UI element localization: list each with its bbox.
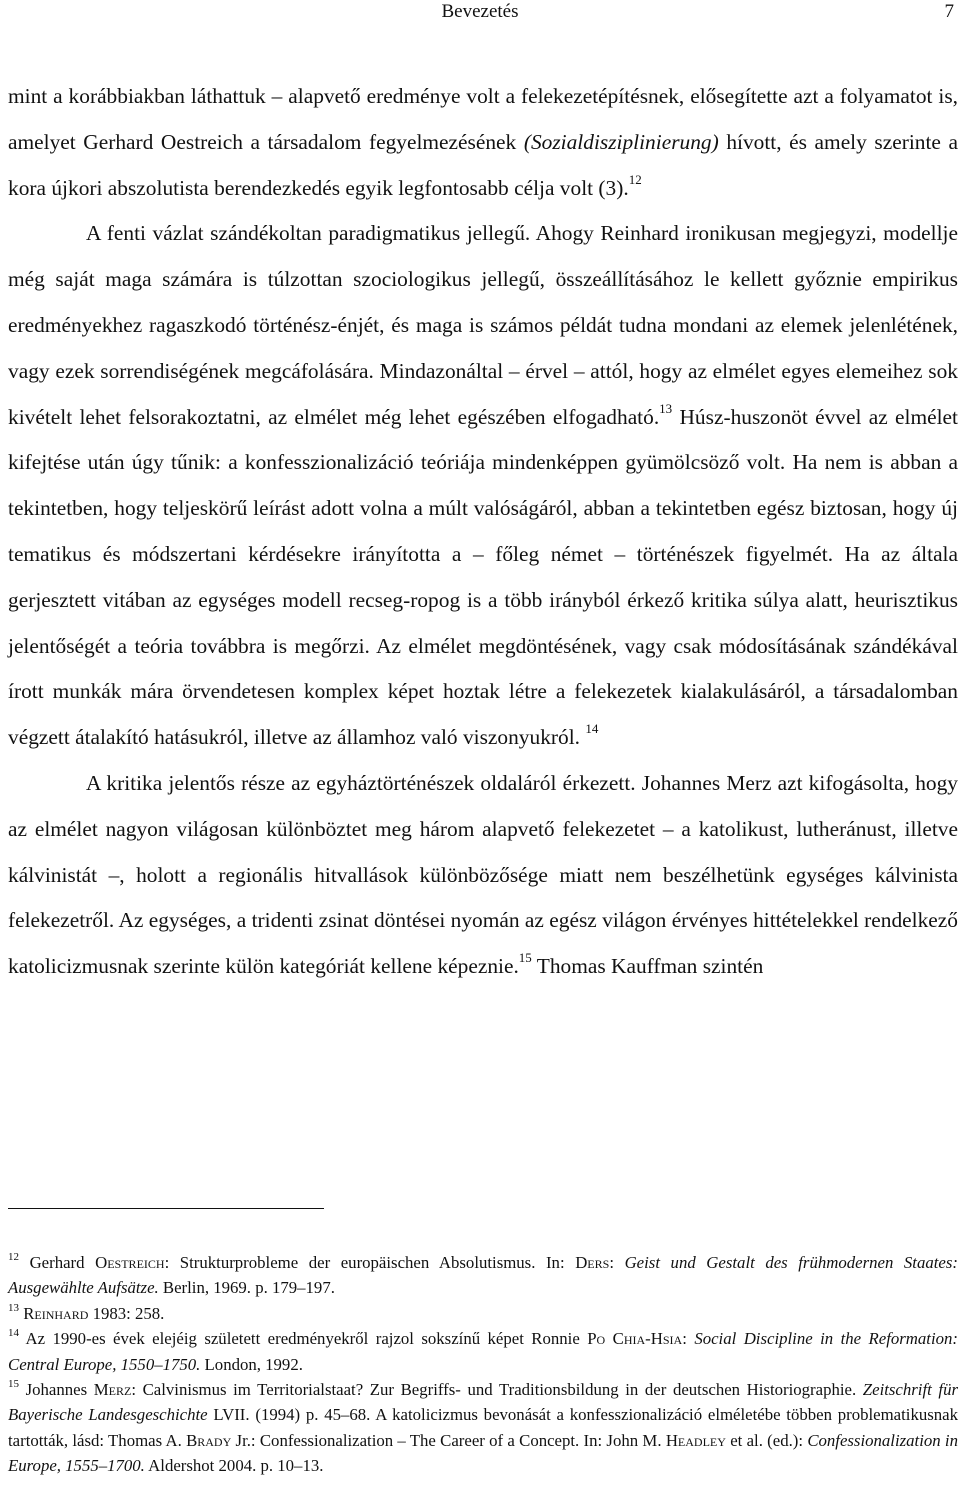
- text-run: et al. (ed.):: [725, 1430, 808, 1450]
- text-run: A fenti vázlat szándékoltan paradigmatikus jellegű. Ahogy Reinhard ironikusan megjegyzi, modellje még saját maga számára is túlzottan szociologikus jellegű, összeállításához le kellett győznie empirikus eredményekhez ragaszkodó történész-énjét, és maga is számos példát tudna mondani az elemek jelenlétének, vagy ezek sorrendiségének megcáfolására. Mindazonáltal – érvel – attól, hogy az elmélet egyes elemeihez sok kivételt lehet felsorakoztatni, az elmélet még lehet egészében elfogadható.: [8, 221, 958, 429]
- text-run: LVII. (1994) p. 45–68. A katolicizmus bevonását a konfesszionalizáció elméletébe többen problematikusnak tartották, lásd: Thomas A.: [8, 1405, 958, 1450]
- text-run: Jr.: Confessionalization – The Career of a Concept. In: John M.: [231, 1430, 666, 1450]
- text-run: Thomas Kauffman szintén: [531, 954, 764, 979]
- footnote-number: 12: [8, 1251, 19, 1263]
- footnote-14: [8, 1326, 958, 1377]
- text-run: A kritika jelentős része az egyháztörténészek oldaláról érkezett. Johannes Merz azt kifogásolta, hogy az elmélet nagyon világosan különböztet meg három alapvető felekezetet – a katolikust, lutheránust, illetve kálvinistát –, holott a regionális hitvallások különbözősége miatt nem beszélhetünk egységes kálvinista felekezetről. Az egységes, a tridenti zsinat döntései nyomán az egész világon érvényes hittételekkel rendelkező katolicizmusnak szerinte külön kategóriát kellene képeznie.: [8, 770, 958, 979]
- author-name: Brady: [186, 1430, 232, 1450]
- text-run: :: [609, 1253, 625, 1272]
- book-title: Confessionalization in Europe, 1555–1700.: [8, 1430, 958, 1476]
- footnote-number: 15: [8, 1378, 19, 1391]
- text-run: London, 1992.: [200, 1354, 303, 1374]
- author-name: Oestreich: [95, 1253, 165, 1272]
- author-name: Merz: [93, 1380, 132, 1400]
- footnote-ref-14[interactable]: 14: [585, 721, 599, 737]
- italic-term: (Sozialdisziplinierung): [523, 129, 719, 154]
- text-run: mint a korábbiakban láthattuk – alapvető eredménye volt a felekezetépítésnek, elősegítette azt a folyamatot is, amelyet Gerhard Oestreich a társadalom fegyelmezésének: [8, 84, 958, 154]
- text-run: Aldershot 2004. p. 10–13.: [144, 1456, 324, 1476]
- paragraph-2: [8, 211, 958, 761]
- paragraph-1: [8, 74, 958, 211]
- footnote-separator: [8, 1208, 324, 1209]
- page-number: 7: [944, 1, 954, 22]
- footnotes: [8, 1250, 958, 1479]
- text-run: Húsz-huszonöt évvel az elmélet kifejtése után úgy tűnik: a konfesszionalizáció teóriája mindenképpen gyümölcsöző volt. Ha nem is abban a tekintetben, hogy teljeskörű leírást adott volna a múlt valóságáról, abban a tekintetben egész biztosan, hogy új tematikus és módszertani kérdésekre irányította a – főleg német – történészek figyelmét. Ha az általa gerjesztett vitában az egységes modell recseg-ropog is a több irányból érkező kritika súlya alatt, heurisztikus jelentőségét a teória továbbra is megőrzi. Az elmélet megdöntésének, vagy csak módosításának szándékával írott munkák mára örvendetesen komplex képet hoztak létre a felekezetek kialakulásáról, a társadalomban végzett átalakító hatásukról, illetve az államhoz való viszonyukról.: [8, 404, 958, 750]
- text-run: Az 1990-es évek elejéig született eredményekről rajzol sokszínű képet Ronnie: [19, 1329, 588, 1349]
- author-name: Po Chia-Hsia: [587, 1329, 683, 1349]
- text-run: : Strukturprobleme der europäischen Absolutismus. In:: [164, 1253, 576, 1272]
- journal-title: Zeitschrift für Bayerische Landesgeschichte: [8, 1380, 958, 1425]
- main-text: [8, 74, 958, 990]
- footnote-ref-12[interactable]: 12: [628, 171, 642, 187]
- footnote-number: 14: [8, 1327, 19, 1340]
- text-run: Johannes: [19, 1380, 94, 1400]
- running-title: Bevezetés: [441, 1, 519, 22]
- footnote-13: [8, 1301, 958, 1326]
- footnote-ref-15[interactable]: 15: [518, 950, 532, 966]
- author-name: Reinhard: [23, 1303, 89, 1323]
- footnote-number: 13: [8, 1301, 19, 1314]
- text-run: hívott, és amely szerinte a kora újkori abszolutista berendezkedés egyik legfontosabb célja volt (3).: [8, 129, 958, 200]
- footnote-ref-13[interactable]: 13: [659, 400, 673, 416]
- text-run: 1983: 258.: [88, 1303, 165, 1323]
- text-run: : Calvinismus im Territorialstaat? Zur Begriffs- und Traditionsbildung in der deutschen Historiographie.: [131, 1380, 863, 1400]
- footnote-15: [8, 1377, 958, 1479]
- author-name: Headley: [665, 1430, 726, 1450]
- footnote-12: [8, 1250, 958, 1301]
- text-run: Gerhard: [19, 1253, 96, 1272]
- book-title: Geist und Gestalt des frühmodernen Staates: Ausgewählte Aufsätze.: [8, 1253, 958, 1298]
- text-run: :: [682, 1329, 695, 1349]
- book-title: Social Discipline in the Reformation: Central Europe, 1550–1750.: [8, 1329, 958, 1374]
- author-name: Ders: [575, 1253, 610, 1272]
- paragraph-3: [8, 761, 958, 990]
- page-header: [0, 0, 960, 30]
- text-run: Berlin, 1969. p. 179–197.: [158, 1278, 335, 1298]
